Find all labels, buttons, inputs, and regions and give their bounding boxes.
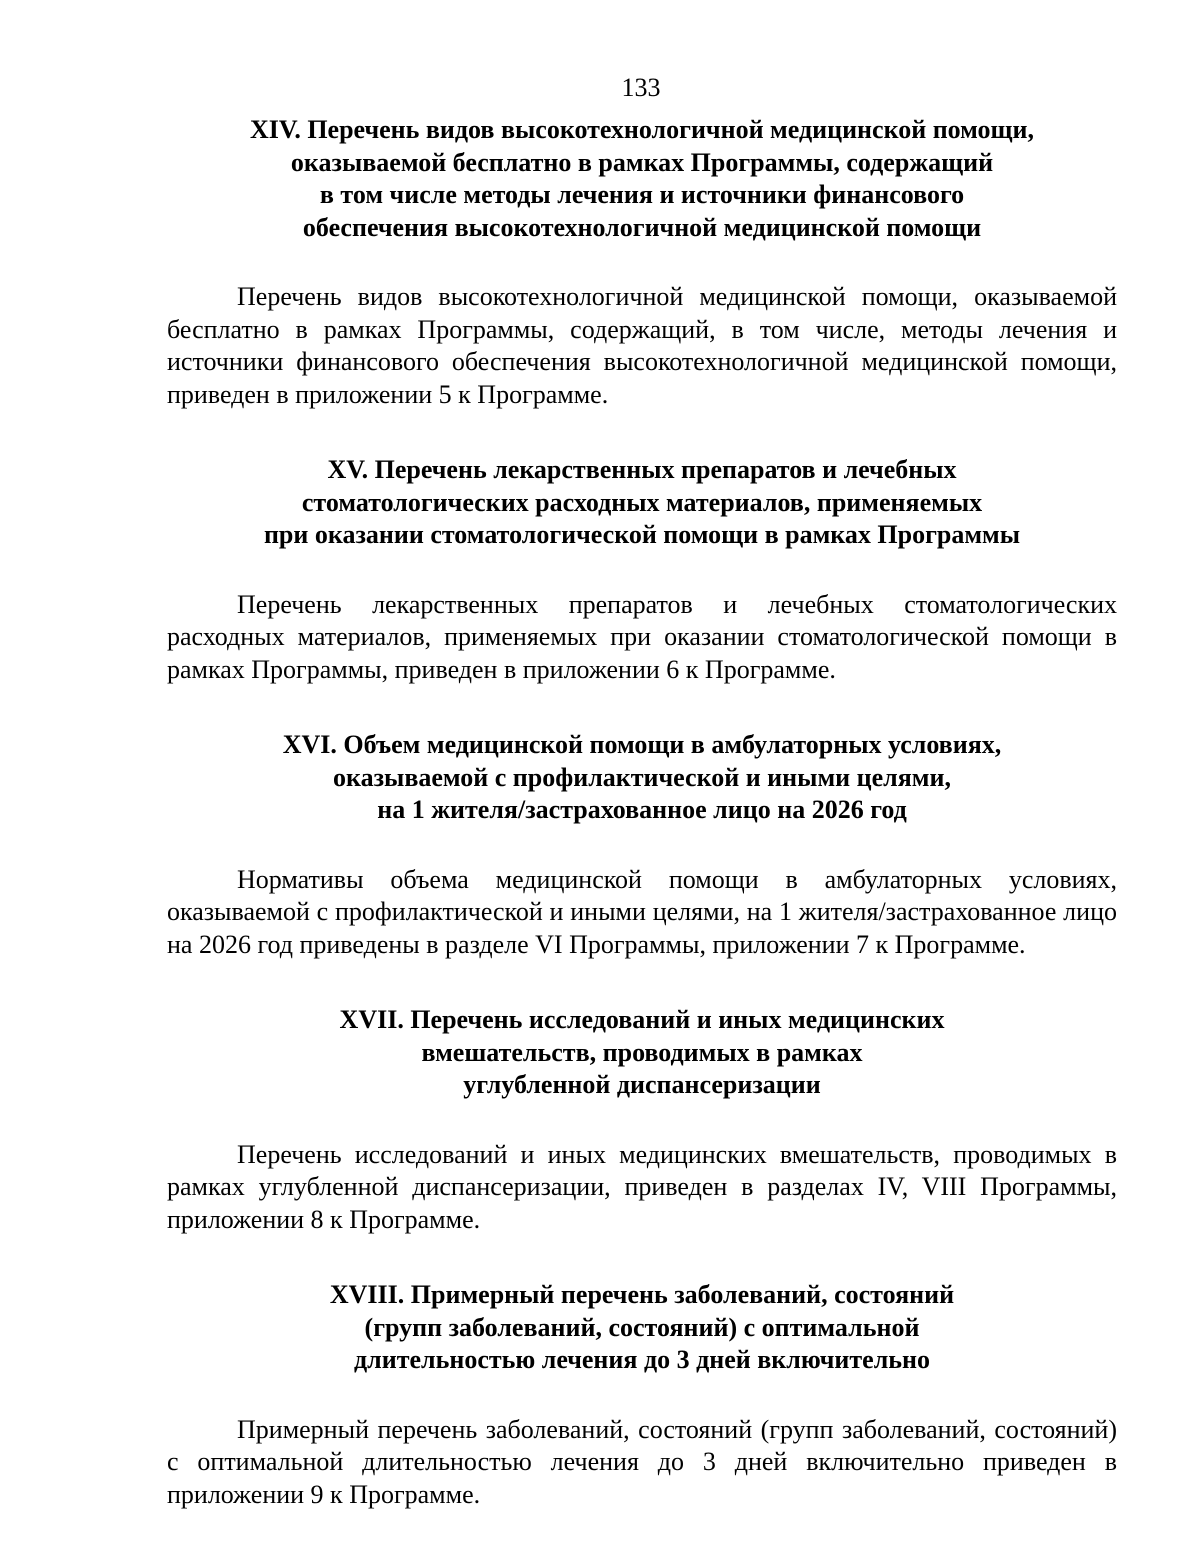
heading-line: XIV. Перечень видов высокотехнологичной медицинской помощи, [250,115,1034,144]
heading-line: на 1 жителя/застрахованное лицо на 2026 год [377,795,907,824]
section-body-xviii: Примерный перечень заболеваний, состояний (групп заболеваний, состояний) с оптимальной длительностью лечения до 3 дней включительно приведен в приложении 9 к Программе. [167,1414,1117,1509]
section-heading-xvii [167,1004,1117,1102]
heading-line: XVIII. Примерный перечень заболеваний, состояний [329,1280,955,1309]
section-body-xvii: Перечень исследований и иных медицинских вмешательств, проводимых в рамках углубленной диспансеризации, приведен в разделах IV, VIII Программы, приложении 8 к Программе. [167,1139,1117,1234]
heading-line: оказываемой бесплатно в рамках Программы, содержащий [290,147,994,177]
section-heading-xvi [167,729,1117,827]
heading-line: XVI. Объем медицинской помощи в амбулаторных условиях, [282,730,1002,759]
section-heading-xv [167,454,1117,552]
section-body-xv: Перечень лекарственных препаратов и лечебных стоматологических расходных материалов, применяемых при оказании стоматологической помощи в рамках Программы, приведен в приложении 6 к Программе. [167,589,1117,684]
heading-line: стоматологических расходных материалов, применяемых [301,487,983,517]
heading-line: XV. Перечень лекарственных препаратов и лечебных [327,455,957,484]
heading-line: обеспечения высокотехнологичной медицинской помощи [302,212,982,242]
heading-line: вмешательств, проводимых в рамках [421,1037,863,1067]
heading-line: XVII. Перечень исследований и иных медицинских [339,1005,945,1034]
document-content [167,114,1117,1511]
heading-line: (групп заболеваний, состояний) с оптимальной [364,1312,920,1342]
page-number: 133 [621,73,661,102]
heading-line: оказываемой с профилактической и иными целями, [332,762,951,792]
heading-line: длительностью лечения до 3 дней включительно [353,1345,931,1374]
heading-line: в том числе методы лечения и источники финансового [319,180,965,209]
section-body-xvi: Нормативы объема медицинской помощи в амбулаторных условиях, оказываемой с профилактической и иными целями, на 1 жителя/застрахованное лицо на 2026 год приведены в разделе VI Программы, приложении 7 к Программе. [167,864,1117,959]
heading-line: при оказании стоматологической помощи в рамках Программы [263,520,1021,549]
section-body-xiv: Перечень видов высокотехнологичной медицинской помощи, оказываемой бесплатно в рамках Программы, содержащий, в том числе, методы лечения и источники финансового обеспечения высокотехнологичной медицинской помощи, приведен в приложении 5 к Программе. [167,282,1117,409]
section-heading-xviii [167,1279,1117,1377]
heading-line: углубленной диспансеризации [463,1070,821,1099]
section-heading-xiv [167,114,1117,244]
